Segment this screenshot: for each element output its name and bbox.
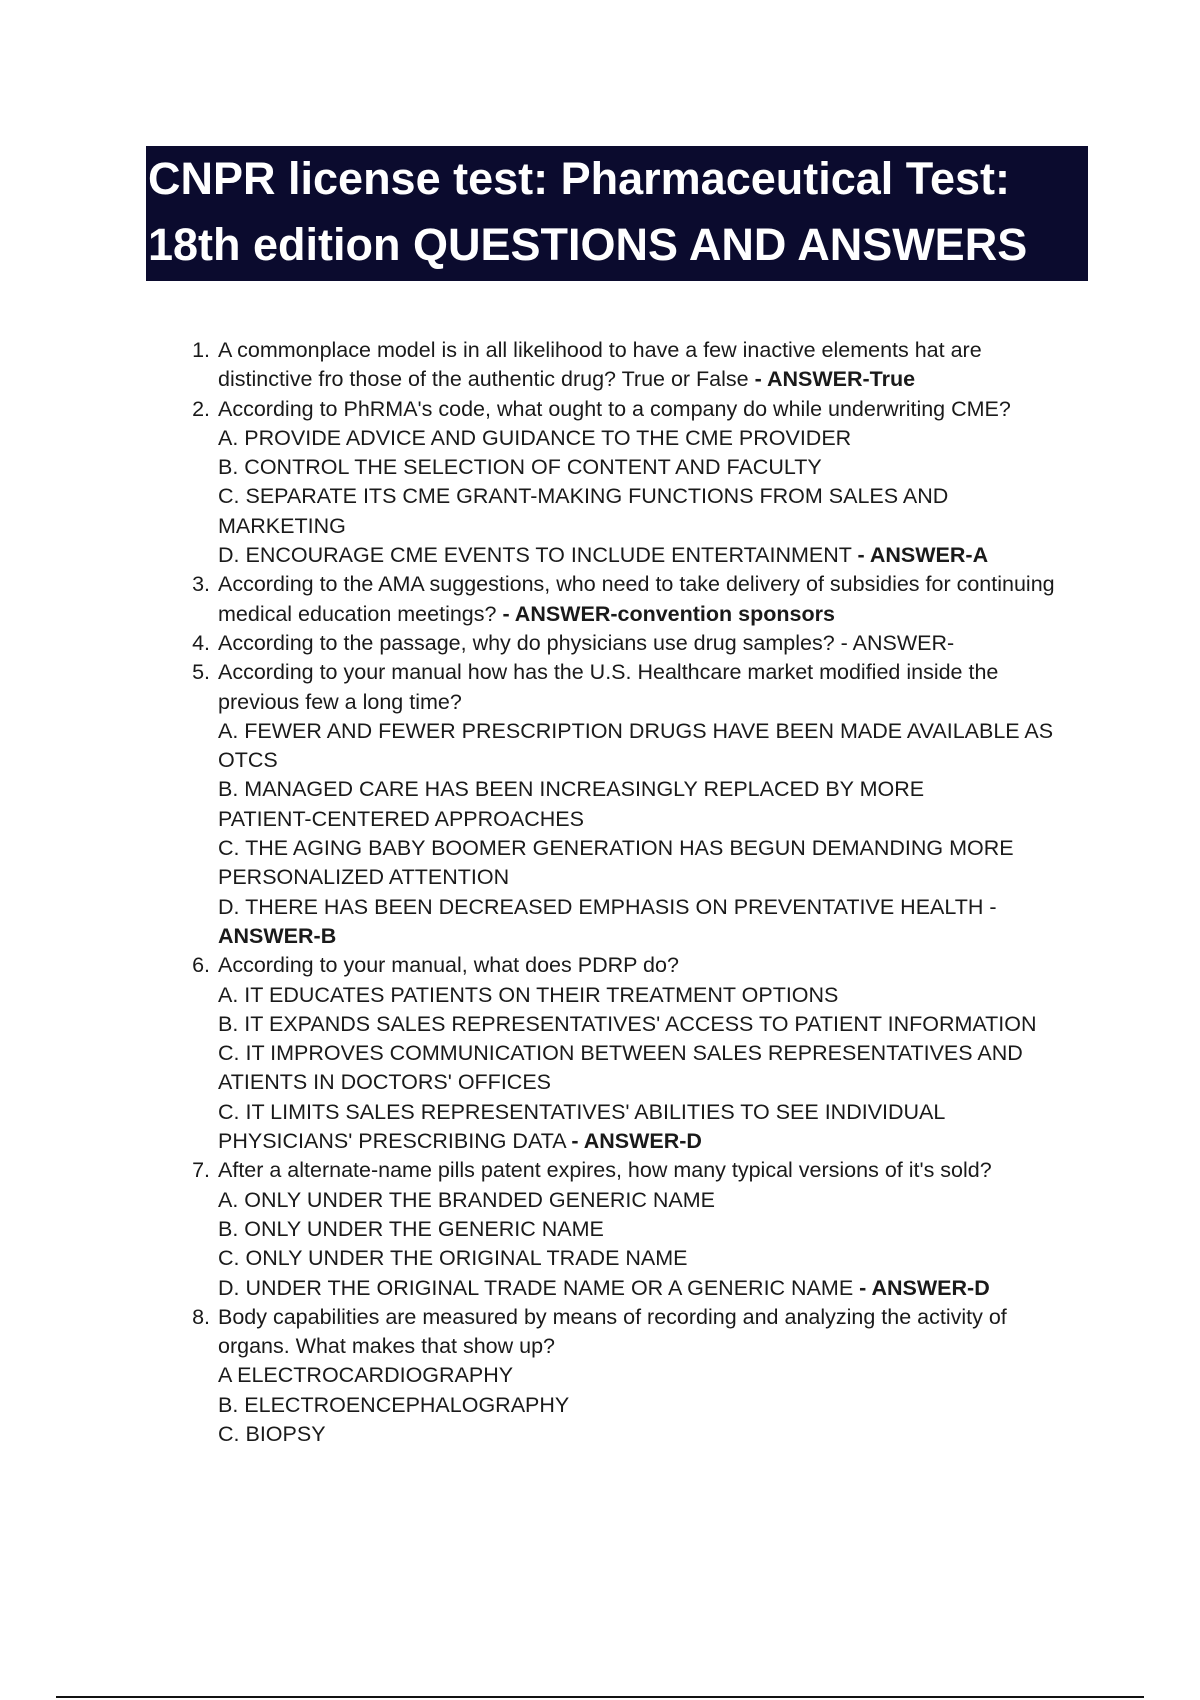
question-line: [218, 482, 1098, 511]
question-number: 3.: [192, 572, 210, 597]
question-line: [218, 775, 1098, 804]
question-line-text: D. UNDER THE ORIGINAL TRADE NAME OR A GENERIC NAME: [218, 1275, 860, 1300]
question-line: [218, 834, 1098, 863]
question-line: [218, 424, 1098, 453]
document-title-line-2: 18th edition QUESTIONS AND ANSWERS: [148, 219, 1028, 270]
question-line: [218, 1391, 1098, 1420]
question-item: [178, 1156, 1098, 1302]
question-line: [218, 717, 1098, 746]
question-line: [218, 1068, 1098, 1097]
question-line: [218, 1098, 1098, 1127]
question-line-text: A. IT EDUCATES PATIENTS ON THEIR TREATMENT OPTIONS: [218, 982, 839, 1007]
question-line-text: C. THE AGING BABY BOOMER GENERATION HAS BEGUN DEMANDING MORE: [218, 836, 1014, 861]
question-line-text: A. PROVIDE ADVICE AND GUIDANCE TO THE CME PROVIDER: [218, 425, 852, 450]
question-item: [178, 951, 1098, 1156]
question-line-text: After a alternate-name pills patent expires, how many typical versions of it's sold?: [218, 1158, 992, 1183]
question-line: [218, 863, 1098, 892]
question-number: 8.: [192, 1304, 210, 1329]
question-line: [218, 805, 1098, 834]
question-line-text: According to your manual how has the U.S. Healthcare market modified inside the: [218, 660, 999, 685]
question-line-text: B. MANAGED CARE HAS BEEN INCREASINGLY REPLACED BY MORE: [218, 777, 925, 802]
question-line-text: C. SEPARATE ITS CME GRANT-MAKING FUNCTIONS FROM SALES AND: [218, 484, 949, 509]
question-item: [178, 395, 1098, 571]
question-line-text: C. ONLY UNDER THE ORIGINAL TRADE NAME: [218, 1246, 688, 1271]
question-line: [218, 1039, 1098, 1068]
question-line: [218, 570, 1098, 599]
question-line-text: According to PhRMA's code, what ought to a company do while underwriting CME?: [218, 396, 1011, 421]
question-line: [218, 1215, 1098, 1244]
answer-label: - ANSWER-A: [857, 543, 989, 568]
question-line: [218, 365, 1098, 394]
question-line-text: A. FEWER AND FEWER PRESCRIPTION DRUGS HAVE BEEN MADE AVAILABLE AS: [218, 718, 1054, 743]
question-line: [218, 1156, 1098, 1185]
question-line: [218, 1186, 1098, 1215]
question-line-text: B. IT EXPANDS SALES REPRESENTATIVES' ACCESS TO PATIENT INFORMATION: [218, 1011, 1037, 1036]
question-line: [218, 395, 1098, 424]
question-line-text: C. IT LIMITS SALES REPRESENTATIVES' ABILITIES TO SEE INDIVIDUAL: [218, 1099, 946, 1124]
question-line: [218, 1361, 1098, 1390]
question-line-text: According to the AMA suggestions, who need to take delivery of subsidies for continuing: [218, 572, 1055, 597]
question-line-text: PATIENT-CENTERED APPROACHES: [218, 806, 584, 831]
answer-label: ANSWER-B: [218, 923, 337, 948]
question-line: [218, 922, 1098, 951]
question-line-text: OTCS: [218, 748, 278, 773]
question-line-text: organs. What makes that show up?: [218, 1334, 556, 1359]
question-line: [218, 600, 1098, 629]
document-title-line-1: CNPR license test: Pharmaceutical Test:: [148, 153, 1010, 204]
question-line: [218, 981, 1098, 1010]
question-line-text: B. ELECTROENCEPHALOGRAPHY: [218, 1392, 570, 1417]
question-number: 5.: [192, 660, 210, 685]
question-line-text: A ELECTROCARDIOGRAPHY: [218, 1363, 514, 1388]
question-line-text: previous few a long time?: [218, 689, 462, 714]
footer-divider: [56, 1696, 1144, 1698]
question-line: [218, 688, 1098, 717]
question-item: [178, 336, 1098, 395]
question-line-text: A commonplace model is in all likelihood to have a few inactive elements hat are: [218, 338, 982, 362]
question-line-text: MARKETING: [218, 513, 346, 538]
question-line: [218, 453, 1098, 482]
question-line-text: Body capabilities are measured by means of recording and analyzing the activity of: [218, 1304, 1007, 1329]
question-line-text: distinctive fro those of the authentic drug? True or False: [218, 367, 755, 392]
question-number: 1.: [192, 338, 210, 362]
question-line-text: PERSONALIZED ATTENTION: [218, 865, 510, 890]
question-line: [218, 1127, 1098, 1156]
question-line: [218, 951, 1098, 980]
question-line-text: C. IT IMPROVES COMMUNICATION BETWEEN SALES REPRESENTATIVES AND: [218, 1041, 1023, 1066]
question-line-text: A. ONLY UNDER THE BRANDED GENERIC NAME: [218, 1187, 715, 1212]
question-line-text: ATIENTS IN DOCTORS' OFFICES: [218, 1070, 551, 1095]
question-line-text: According to your manual, what does PDRP do?: [218, 953, 679, 978]
question-item: [178, 629, 1098, 658]
document-title-banner: [146, 146, 1088, 281]
question-number: 7.: [192, 1158, 210, 1183]
question-line-text: PHYSICIANS' PRESCRIBING DATA: [218, 1129, 572, 1154]
question-line: [218, 893, 1098, 922]
question-line: [218, 658, 1098, 687]
question-line: [218, 746, 1098, 775]
question-item: [178, 1303, 1098, 1449]
question-line-text: D. THERE HAS BEEN DECREASED EMPHASIS ON PREVENTATIVE HEALTH -: [218, 894, 997, 919]
question-line: [218, 512, 1098, 541]
question-item: [178, 658, 1098, 951]
question-line-text: B. ONLY UNDER THE GENERIC NAME: [218, 1216, 604, 1241]
question-number: 6.: [192, 953, 210, 978]
answer-label: - ANSWER-D: [571, 1129, 702, 1154]
question-line: [218, 336, 1098, 365]
question-number: 2.: [192, 396, 210, 421]
question-line: [218, 1420, 1098, 1449]
question-line: [218, 1332, 1098, 1361]
answer-label: - ANSWER-convention sponsors: [502, 601, 835, 626]
question-line-text: D. ENCOURAGE CME EVENTS TO INCLUDE ENTERTAINMENT: [218, 543, 858, 568]
question-line-text: B. CONTROL THE SELECTION OF CONTENT AND FACULTY: [218, 455, 822, 480]
question-item: [178, 570, 1098, 629]
question-line: [218, 1010, 1098, 1039]
question-line: [218, 1303, 1098, 1332]
question-number: 4.: [192, 630, 210, 655]
question-line: [218, 541, 1098, 570]
question-line-text: C. BIOPSY: [218, 1421, 326, 1446]
answer-label: - ANSWER-True: [754, 367, 916, 392]
question-line: [218, 629, 1098, 658]
question-line: [218, 1244, 1098, 1273]
question-line-text: According to the passage, why do physicians use drug samples? - ANSWER-: [218, 630, 955, 655]
question-list: [178, 336, 1098, 1449]
question-line: [218, 1274, 1098, 1303]
question-line-text: medical education meetings?: [218, 601, 503, 626]
answer-label: - ANSWER-D: [859, 1275, 990, 1300]
